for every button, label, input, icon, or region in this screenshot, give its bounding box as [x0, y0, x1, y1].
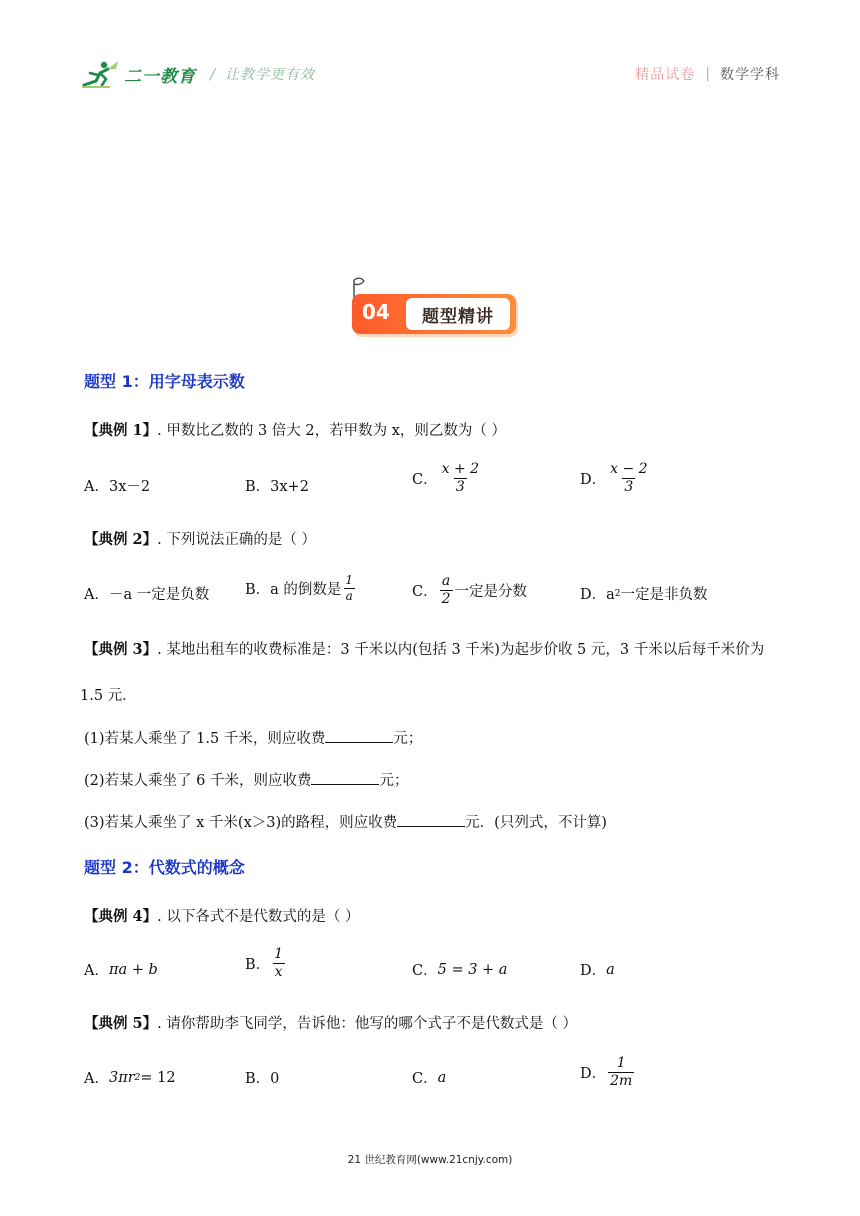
q1-option-c — [412, 462, 483, 494]
q1-option-a: A．3x－2 — [84, 479, 151, 495]
runner-logo-icon — [80, 59, 120, 89]
fraction — [440, 574, 453, 606]
math-expression: a — [437, 1069, 447, 1086]
option-prefix: A． — [84, 1071, 109, 1087]
q1-option-d — [580, 462, 652, 494]
question-label: 【典例 2】 — [84, 531, 158, 548]
q4-option-d — [580, 959, 615, 980]
answer-blank[interactable] — [397, 812, 465, 827]
question-label: 【典例 5】 — [84, 1015, 158, 1032]
option-prefix: C． — [412, 1071, 438, 1087]
numerator: 1 — [345, 573, 354, 587]
q2-option-c — [412, 574, 527, 606]
q4-option-c — [412, 959, 507, 980]
option-prefix: B．a 的倒数是 — [245, 581, 342, 598]
header-divider: | — [705, 66, 710, 82]
badge-title: 题型精讲 — [406, 298, 510, 330]
denominator: a — [345, 588, 353, 603]
question-3-cont: 1.5 元． — [80, 688, 137, 704]
math-expression: 5 = 3 + a — [437, 961, 508, 978]
option-prefix: D． — [580, 471, 607, 488]
denominator: 3 — [455, 478, 465, 495]
option-prefix: A． — [84, 963, 109, 979]
q5-option-a — [84, 1067, 176, 1088]
sub-question-unit: 元．(只列式，不计算) — [465, 815, 607, 831]
slogan: 让教学更有效 — [225, 67, 316, 83]
option-prefix: D． — [580, 963, 607, 979]
q2-option-a: A．－a 一定是负数 — [84, 587, 210, 603]
question-5 — [84, 1012, 577, 1033]
question-4 — [84, 905, 359, 926]
question-label: 【典例 4】 — [84, 908, 158, 925]
denominator: 2m — [610, 1072, 633, 1089]
option-prefix: C． — [412, 963, 438, 979]
q3-sub-2 — [84, 769, 408, 790]
badge-number: 04 — [362, 300, 390, 324]
header-tag-premium: 精品试卷 — [635, 67, 696, 83]
math-expression: πa + b — [108, 961, 158, 978]
option-prefix: D． — [580, 1065, 607, 1082]
option-prefix: C． — [412, 471, 438, 488]
sub-question-text: (3)若某人乘坐了 x 千米(x＞3)的路程，则应收费 — [84, 815, 398, 831]
sub-question-unit: 元； — [393, 731, 423, 747]
section-badge — [346, 276, 521, 342]
fraction — [272, 947, 285, 979]
denominator: 2 — [441, 590, 451, 607]
q2-option-b — [245, 574, 357, 602]
option-suffix: 一定是非负数 — [620, 587, 708, 603]
header-right — [635, 64, 780, 84]
q5-option-c — [412, 1067, 446, 1088]
math-expression: a — [606, 961, 615, 978]
question-label: 【典例 3】 — [84, 641, 158, 658]
numerator: 1 — [616, 1055, 626, 1071]
question-text: . 某地出租车的收费标准是：3 千米以内(包括 3 千米)为起步价收 5 元，3 千米以后每千米价为 — [157, 642, 765, 658]
math-expression-tail: = 12 — [140, 1069, 176, 1086]
q5-option-b: B．0 — [245, 1071, 280, 1087]
question-text: . 以下各式不是代数式的是（ ） — [157, 909, 360, 925]
fraction — [608, 462, 649, 494]
header-tag-subject: 数学学科 — [720, 67, 780, 83]
denominator: x — [274, 963, 283, 980]
sub-question-unit: 元； — [379, 773, 409, 789]
superscript: 2 — [134, 1072, 141, 1083]
numerator: x − 2 — [610, 461, 648, 477]
q2-option-d — [580, 583, 708, 604]
denominator: 3 — [624, 478, 634, 495]
sub-question-text: (1)若某人乘坐了 1.5 千米，则应收费 — [84, 731, 326, 747]
logo-text: 二一教育 — [124, 66, 196, 87]
question-text: . 请你帮助李飞同学，告诉他：他写的哪个式子不是代数式是（ ） — [157, 1016, 577, 1032]
fraction — [440, 462, 481, 494]
section-title-1: 题型 1：用字母表示数 — [84, 372, 245, 391]
q3-sub-1 — [84, 727, 422, 748]
question-1 — [84, 419, 506, 440]
answer-blank[interactable] — [325, 728, 393, 743]
option-prefix: B． — [245, 956, 271, 973]
question-3 — [84, 638, 764, 659]
page-footer: 21 世纪教育网(www.21cnjy.com) — [347, 1154, 513, 1166]
q4-option-b — [245, 947, 287, 979]
q1-option-b: B．3x+2 — [245, 479, 309, 495]
math-expression: 3πr — [108, 1069, 135, 1086]
logo-separator: / — [210, 65, 216, 83]
option-suffix: 一定是分数 — [454, 583, 528, 600]
page-header — [0, 0, 860, 110]
fraction — [608, 1056, 634, 1088]
question-text: . 下列说法正确的是（ ） — [157, 532, 316, 548]
question-text: . 甲数比乙数的 3 倍大 2，若甲数为 x，则乙数为（ ） — [157, 423, 507, 439]
option-prefix: D．a — [580, 587, 615, 603]
superscript: 2 — [614, 588, 621, 599]
badge-box — [352, 294, 516, 334]
question-label: 【典例 1】 — [84, 422, 158, 439]
q3-sub-3 — [84, 811, 607, 832]
q5-option-d — [580, 1056, 636, 1088]
section-title-2: 题型 2：代数式的概念 — [84, 858, 245, 877]
q4-option-a — [84, 959, 158, 980]
numerator: a — [441, 573, 451, 589]
fraction — [343, 574, 355, 602]
numerator: x + 2 — [441, 461, 480, 477]
question-2 — [84, 528, 316, 549]
logo — [80, 58, 315, 90]
numerator: 1 — [274, 946, 284, 962]
option-prefix: C． — [412, 583, 438, 600]
sub-question-text: (2)若某人乘坐了 6 千米，则应收费 — [84, 773, 312, 789]
answer-blank[interactable] — [311, 770, 379, 785]
